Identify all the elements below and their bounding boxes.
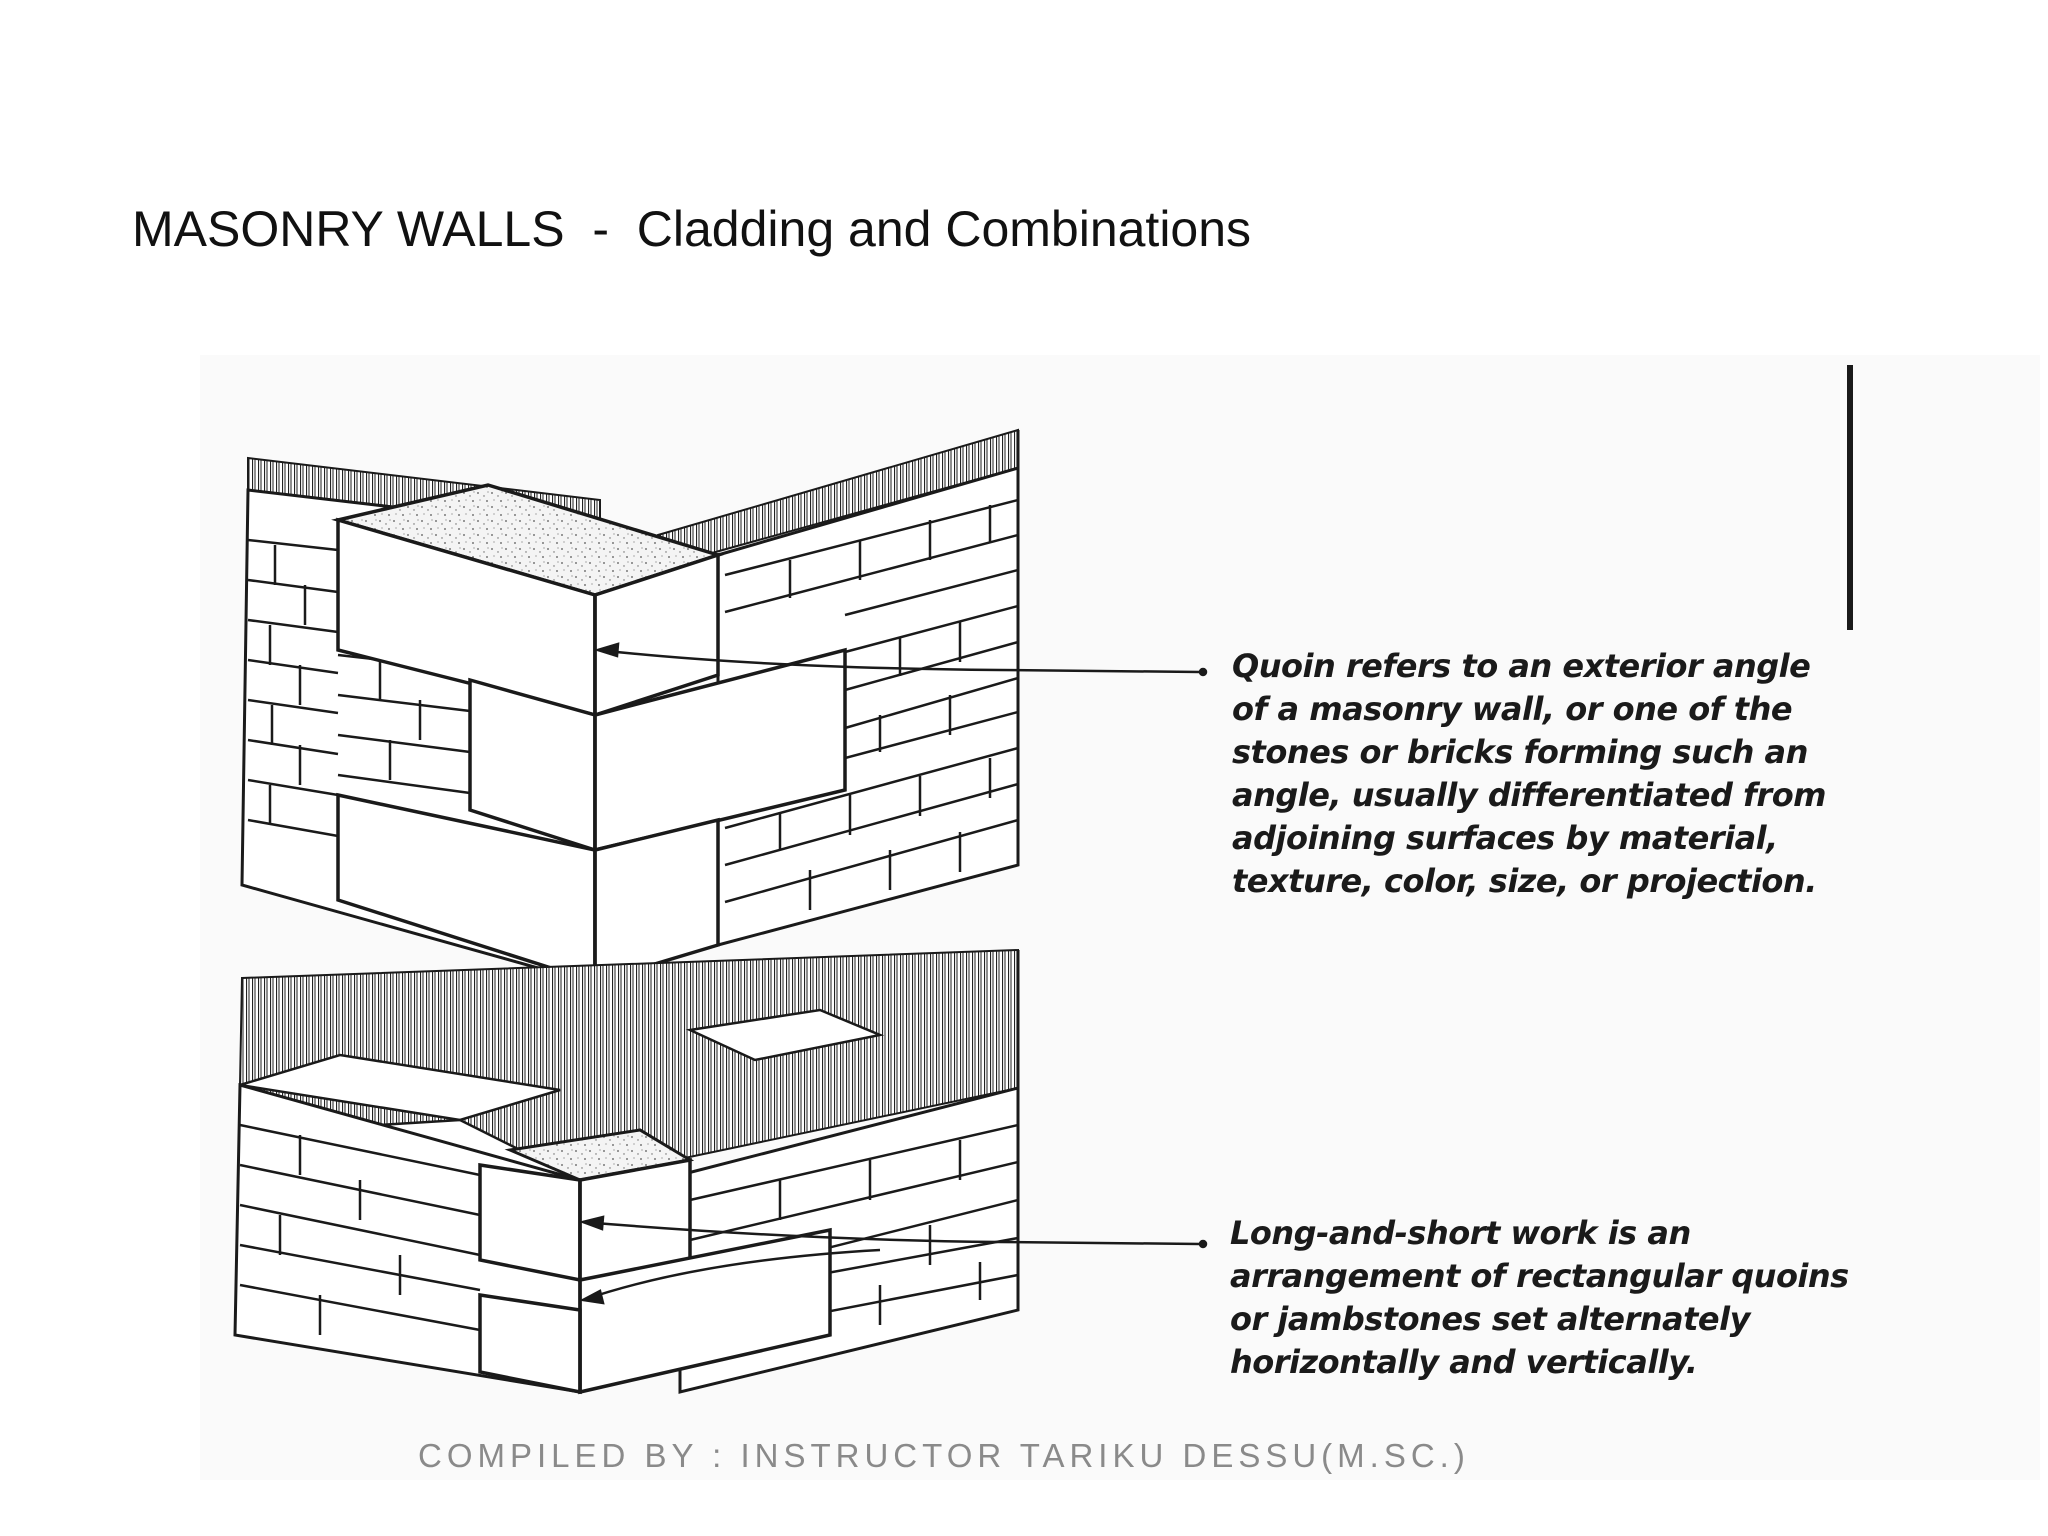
long-short-caption-line: or jambstones set alternately <box>1230 1300 1750 1338</box>
quoin-caption <box>1232 645 1826 903</box>
quoin-corner-drawing <box>242 430 1018 982</box>
slide-title: MASONRY WALLS - Cladding and Combinations <box>132 201 1252 257</box>
footer-credit: COMPILED BY : INSTRUCTOR TARIKU DESSU(M.SC.) <box>418 1437 1470 1474</box>
quoin-caption-line: of a masonry wall, or one of the <box>1232 690 1793 728</box>
long-short-caption-line: arrangement of rectangular quoins <box>1230 1257 1849 1295</box>
quoin-caption-line: adjoining surfaces by material, <box>1232 819 1778 857</box>
long-and-short-drawing <box>235 950 1018 1392</box>
quoin-caption-line: Quoin refers to an exterior angle <box>1232 647 1811 685</box>
long-short-caption-line: Long-and-short work is an <box>1230 1214 1691 1252</box>
quoin-caption-line: angle, usually differentiated from <box>1232 776 1827 814</box>
long-and-short-caption <box>1230 1212 1849 1384</box>
quoin-caption-line: stones or bricks forming such an <box>1232 733 1808 771</box>
long-short-caption-line: horizontally and vertically. <box>1230 1343 1698 1381</box>
quoin-caption-line: texture, color, size, or projection. <box>1232 862 1817 900</box>
